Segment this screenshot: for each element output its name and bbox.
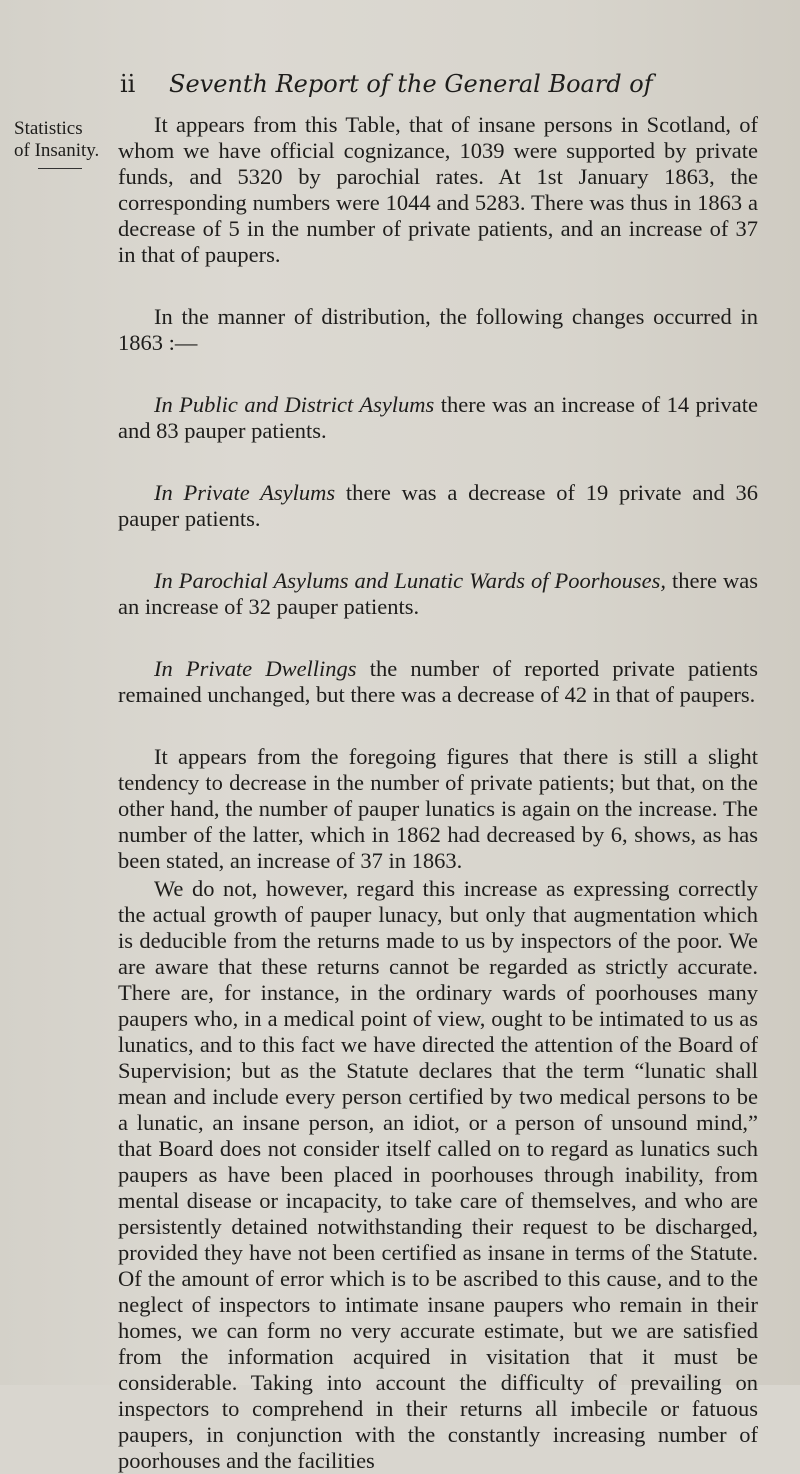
- margin-note: [14, 118, 99, 169]
- public-asylums-text: there was an increase of 14 private and 83 pauper patients.: [118, 392, 758, 443]
- margin-note-line2: of Insanity.: [14, 140, 100, 161]
- body-text: [118, 112, 758, 1474]
- paragraph-private-asylums: [118, 480, 758, 532]
- parochial-asylums-text: there was an increase of 32 pauper patients.: [118, 568, 758, 619]
- running-header: [120, 70, 760, 98]
- private-asylums-text: there was a decrease of 19 private and 36 pauper patients.: [118, 480, 758, 531]
- page-number: ii: [120, 70, 136, 98]
- paragraph-table-summary: It appears from this Table, that of insane persons in Scotland, of whom we have official cognizance, 1039 were supported by private funds, and 5320 by parochial rates. At 1st January 1863, the corresponding numbers were 1044 and 5283. There was thus in 1863 a decrease of 5 in the number of private patients, and an increase of 37 in that of paupers.: [118, 112, 758, 267]
- paragraph-parochial-asylums: [118, 568, 758, 620]
- running-title: Seventh Report of the General Board of: [169, 70, 653, 98]
- paragraph-private-dwellings: [118, 656, 758, 708]
- parochial-asylums-heading: In Parochial Asylums and Lunatic Wards of Poorhouses,: [154, 568, 666, 593]
- private-asylums-heading: In Private Asylums: [154, 480, 336, 505]
- paragraph-pauper-lunacy: We do not, however, regard this increase as expressing correctly the actual growth of pauper lunacy, but only that augmentation which is deducible from the returns made to us by inspectors of the poor. We are aware that these returns cannot be regarded as strictly accurate. There are, for instance, in the ordinary wards of poorhouses many paupers who, in a medical point of view, ought to be intimated to us as lunatics, and to this fact we have directed the attention of the Board of Supervision; but as the Statute declares that the term “lunatic shall mean and include every person certified by two medical persons to be a lunatic, an insane person, an idiot, or a person of unsound mind,” that Board does not consider itself called on to regard as lunatics such paupers as have been placed in poorhouses through inability, from mental disease or incapacity, to take care of themselves, and who are persistently detained notwithstanding their request to be discharged, provided they have not been certified as insane in terms of the Statute. Of the amount of error which is to be ascribed to this cause, and to the neglect of inspectors to intimate insane paupers who remain in their homes, we can form no very accurate estimate, but we are satisfied from the information acquired in visitation that it must be considerable. Taking into account the difficulty of prevailing on inspectors to comprehend in their returns all imbecile or fatuous paupers, in conjunction with the constantly increasing number of poorhouses and the facilities: [118, 876, 758, 1473]
- margin-note-rule: [38, 168, 82, 169]
- paragraph-public-asylums: [118, 392, 758, 444]
- paragraph-tendency: It appears from the foregoing figures that there is still a slight tendency to decrease in the number of private patients; but that, on the other hand, the number of pauper lunatics is again on the increase. The number of the latter, which in 1862 had decreased by 6, shows, as has been stated, an increase of 37 in 1863.: [118, 744, 758, 873]
- private-dwellings-text: the number of reported private patients remained unchanged, but there was a decrease of 42 in that of paupers.: [118, 656, 758, 707]
- margin-note-line1: Statistics: [14, 118, 83, 139]
- paragraph-distribution-intro: In the manner of distribution, the following changes occurred in 1863 :—: [118, 304, 758, 355]
- private-dwellings-heading: In Private Dwellings: [154, 656, 357, 681]
- public-asylums-heading: In Public and District Asylums: [154, 392, 435, 417]
